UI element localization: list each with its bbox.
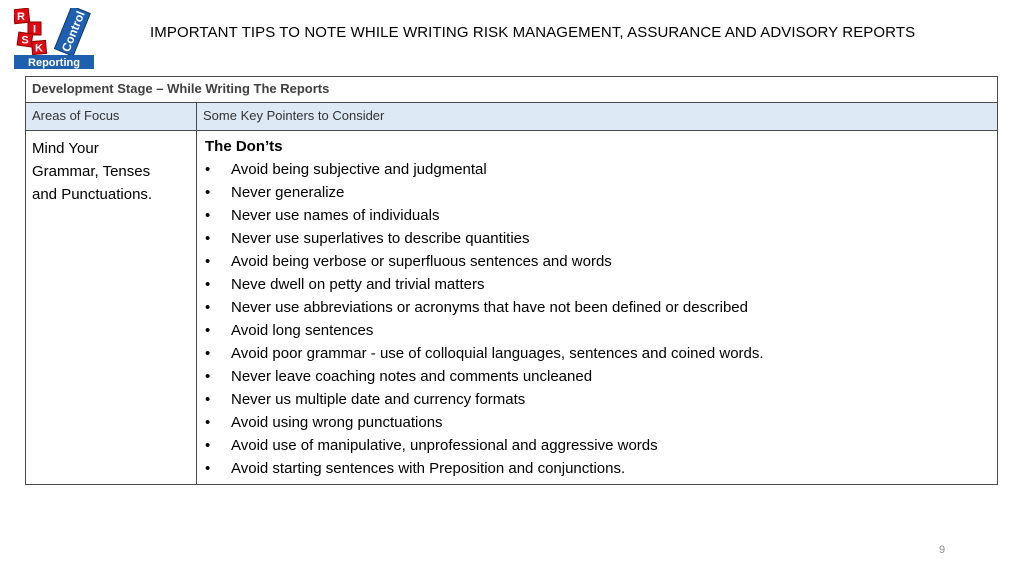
list-item-text: Avoid starting sentences with Preposition and conjunctions. xyxy=(231,460,626,477)
bullet: • xyxy=(205,299,211,316)
focus-area-cell xyxy=(26,131,197,485)
bullet: • xyxy=(205,345,211,362)
list-item-text: Never use names of individuals xyxy=(231,207,440,224)
logo-letter-i: I xyxy=(32,23,37,36)
column-header-key-pointers: Some Key Pointers to Consider xyxy=(197,103,998,131)
list-item-text: Never us multiple date and currency formats xyxy=(231,391,526,408)
donts-list xyxy=(205,158,991,480)
logo-graphic xyxy=(14,8,96,70)
focus-area-line: Grammar, Tenses xyxy=(32,163,151,180)
list-item xyxy=(205,204,991,227)
bullet: • xyxy=(205,437,211,454)
bullet: • xyxy=(205,253,211,270)
list-item xyxy=(205,227,991,250)
risk-control-reporting-logo xyxy=(14,8,96,70)
list-item xyxy=(205,457,991,480)
bullet: • xyxy=(205,230,211,247)
logo-letter-k: K xyxy=(35,42,43,55)
list-item-text: Avoid long sentences xyxy=(231,322,374,339)
list-item-text: Never generalize xyxy=(231,184,345,201)
bullet: • xyxy=(205,460,211,477)
page-number: 9 xyxy=(939,544,946,556)
table-row xyxy=(26,131,998,485)
list-item-text: Avoid poor grammar - use of colloquial languages, sentences and coined words. xyxy=(231,345,764,362)
list-item xyxy=(205,342,991,365)
focus-area-line: and Punctuations. xyxy=(32,186,153,203)
logo-letter-r: R xyxy=(17,11,25,23)
pointers-cell xyxy=(197,131,998,485)
logo-letter-s: S xyxy=(21,34,29,47)
focus-area-line: Mind Your xyxy=(32,140,99,157)
logo-reporting-text: Reporting xyxy=(28,57,80,69)
bullet: • xyxy=(205,368,211,385)
stage-row xyxy=(26,77,998,103)
bullet: • xyxy=(205,184,211,201)
list-item-text: Never use superlatives to describe quantities xyxy=(231,230,530,247)
list-item-text: Avoid use of manipulative, unprofessional and aggressive words xyxy=(231,437,658,454)
bullet: • xyxy=(205,161,211,178)
stage-heading: Development Stage – While Writing The Reports xyxy=(26,77,998,103)
list-item xyxy=(205,250,991,273)
list-item-text: Never leave coaching notes and comments uncleaned xyxy=(231,368,593,385)
list-item xyxy=(205,388,991,411)
list-item xyxy=(205,434,991,457)
page-title: IMPORTANT TIPS TO NOTE WHILE WRITING RISK MANAGEMENT, ASSURANCE AND ADVISORY REPORTS xyxy=(150,24,916,41)
list-item-text: Avoid being subjective and judgmental xyxy=(231,161,487,178)
list-item xyxy=(205,158,991,181)
list-item xyxy=(205,319,991,342)
bullet: • xyxy=(205,391,211,408)
list-item-text: Avoid being verbose or superfluous sentences and words xyxy=(231,253,612,270)
column-header-areas-of-focus: Areas of Focus xyxy=(26,103,197,131)
header-row xyxy=(26,103,998,131)
bullet: • xyxy=(205,207,211,224)
list-item-text: Neve dwell on petty and trivial matters xyxy=(231,276,485,293)
logo-control-text: Control xyxy=(58,9,88,54)
list-item xyxy=(205,296,991,319)
donts-heading: The Don’ts xyxy=(205,138,283,155)
list-item-text: Never use abbreviations or acronyms that have not been defined or described xyxy=(231,299,748,316)
bullet: • xyxy=(205,322,211,339)
list-item xyxy=(205,411,991,434)
list-item-text: Avoid using wrong punctuations xyxy=(231,414,443,431)
list-item xyxy=(205,365,991,388)
bullet: • xyxy=(205,414,211,431)
tips-table xyxy=(25,76,998,485)
list-item xyxy=(205,181,991,204)
list-item xyxy=(205,273,991,296)
bullet: • xyxy=(205,276,211,293)
